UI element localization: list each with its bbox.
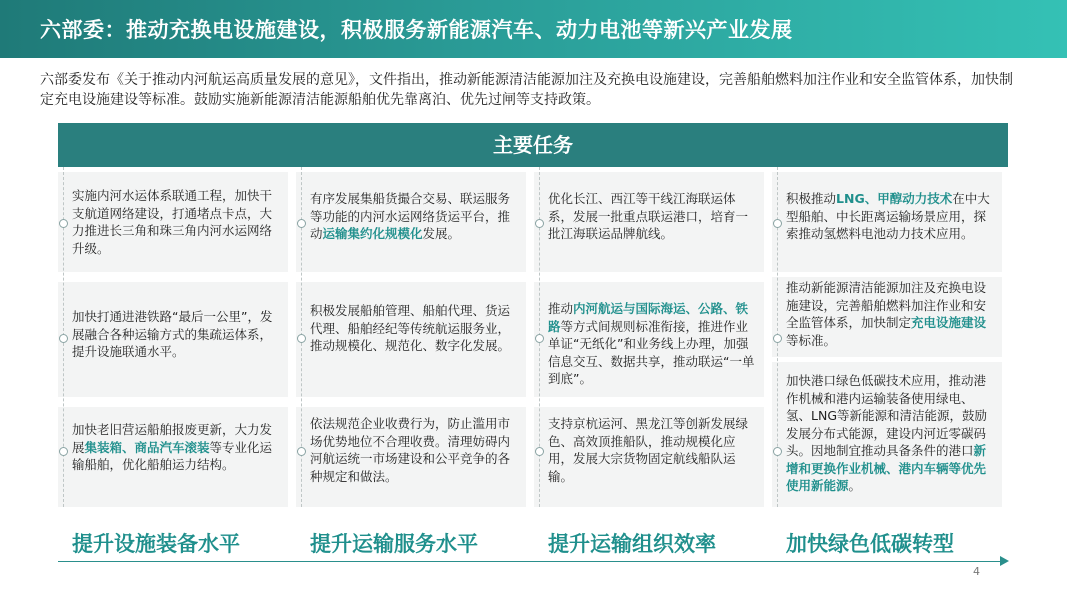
bullet-dot [297, 219, 306, 228]
body-text: 积极发展船舶管理、船舶代理、货运代理、船舶经纪等传统航运服务业，推动规模化、规范化、数字化发展。 [310, 303, 511, 353]
task-text [548, 415, 758, 485]
body-text: 推动新能源清洁能源加注及充换电设施建设，完善船舶燃料加注作业和安全监管体系，加快制定 [786, 280, 987, 330]
body-text: 加快港口绿色低碳技术应用，推动港作机械和港内运输装备使用绿电、氢、LNG等新能源和清洁能源，鼓励发展分布式能源，建设内河近零碳码头。因地制宜推动具备条件的港口 [786, 373, 988, 458]
highlight-text: 运输集约化规模化 [322, 226, 423, 241]
body-text: 积极推动 [786, 191, 837, 206]
bullet-dot [59, 447, 68, 456]
bullet-dot [773, 219, 782, 228]
title-bar [0, 0, 1067, 58]
task-text [548, 300, 758, 388]
body-text: 等专业化运输船舶，优化船舶运力结构。 [72, 439, 273, 472]
task-cell-4-2 [772, 277, 1002, 357]
bullet-dot [297, 334, 306, 343]
task-cell-3-3 [534, 407, 764, 507]
bullet-dot [535, 219, 544, 228]
highlight-text: 内河航运与国际海运、公路、铁路 [548, 301, 749, 334]
task-cell-4-3 [772, 362, 1002, 507]
bottom-axis-line [58, 561, 1004, 562]
task-cell-3-1 [534, 172, 764, 272]
body-text: 等标准。 [786, 332, 837, 348]
body-text: 。 [848, 478, 862, 493]
task-text [72, 187, 282, 257]
task-text [548, 190, 758, 243]
category-label-4: 加快绿色低碳转型 [786, 532, 954, 556]
bullet-dot [773, 334, 782, 343]
page-number: 4 [973, 565, 980, 578]
body-text: 推动 [548, 301, 574, 316]
category-label-1: 提升设施装备水平 [72, 532, 240, 556]
highlight-text: 新增和更换作业机械、港内车辆等优先使用新能源 [786, 443, 987, 493]
bullet-dot [535, 447, 544, 456]
arrow-right-icon [1000, 556, 1009, 566]
body-text: 优化长江、西江等干线江海联运体系，发展一批重点联运港口，培育一批江海联运品牌航线。 [548, 191, 749, 241]
task-column-2 [296, 167, 526, 507]
task-cell-4-1 [772, 172, 1002, 272]
body-text: 依法规范企业收费行为，防止滥用市场优势地位不合理收费。清理妨碍内河航运统一市场建设和公平竞争的各种规定和做法。 [310, 416, 511, 484]
highlight-text: 集装箱、商品汽车滚装 [84, 439, 210, 455]
body-text: 有序发展集船货撮合交易、联运服务等功能的内河水运网络货运平台，推动 [310, 191, 511, 241]
task-text [786, 279, 996, 349]
task-text [310, 190, 520, 243]
body-text: 实施内河水运体系联通工程，加快干支航道网络建设，打通堵点卡点，大力推进长三角和珠三角内河水运网络升级。 [72, 188, 273, 256]
bullet-dot [297, 447, 306, 456]
body-text: 加快打通进港铁路“最后一公里”，发展融合各种运输方式的集疏运体系，提升设施联通水平。 [72, 309, 273, 359]
body-text: 在中大型船舶、中长距离运输场景应用，探索推动氢燃料电池动力技术应用。 [786, 191, 990, 241]
category-label-3: 提升运输组织效率 [548, 532, 716, 556]
category-label-2: 提升运输服务水平 [310, 532, 478, 556]
bullet-dot [773, 447, 782, 456]
task-column-3 [534, 167, 764, 507]
task-text [72, 421, 282, 474]
task-cell-2-2 [296, 282, 526, 397]
slide-title: 六部委：推动充换电设施建设，积极服务新能源汽车、动力电池等新兴产业发展 [40, 18, 793, 42]
task-text [72, 308, 282, 361]
highlight-text: 充电设施建设 [911, 315, 987, 330]
task-column-1 [58, 167, 288, 507]
body-text: 等方式间规则标准衔接，推进作业单证“无纸化”和业务线上办理，加强信息交互、数据共享，推动联运“一单到底”。 [548, 318, 755, 386]
task-text [310, 415, 520, 485]
tasks-banner [58, 123, 1008, 167]
task-column-4 [772, 167, 1002, 507]
bullet-dot [535, 334, 544, 343]
bullet-dot [59, 334, 68, 343]
intro-paragraph: 六部委发布《关于推动内河航运高质量发展的意见》，文件指出，推动新能源清洁能源加注及充换电设施建设，完善船舶燃料加注作业和安全监管体系，加快制定充电设施建设等标准。鼓励实施新能源清洁能源船舶优先靠离泊、优先过闸等支持政策。 [40, 72, 1013, 108]
task-text [310, 302, 520, 355]
task-cell-1-2 [58, 282, 288, 397]
task-cell-3-2 [534, 282, 764, 397]
task-cell-1-1 [58, 172, 288, 272]
body-text: 加快老旧营运船舶报废更新，大力发展 [72, 422, 273, 455]
tasks-banner-title: 主要任务 [493, 133, 573, 157]
task-text [786, 190, 996, 243]
body-text: 发展。 [422, 226, 461, 241]
task-cell-1-3 [58, 407, 288, 507]
bullet-dot [59, 219, 68, 228]
task-text [786, 372, 996, 495]
task-cell-2-3 [296, 407, 526, 507]
body-text: 支持京杭运河、黑龙江等创新发展绿色、高效顶推船队，推动规模化应用，发展大宗货物固定航线船队运输。 [548, 416, 749, 484]
highlight-text: LNG、甲醇动力技术 [836, 191, 953, 206]
task-cell-2-1 [296, 172, 526, 272]
